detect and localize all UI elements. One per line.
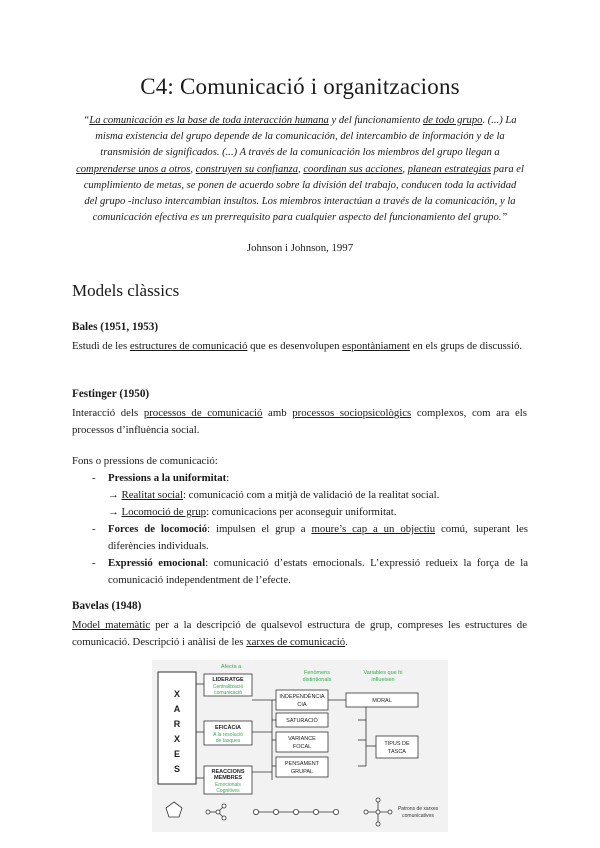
communication-networks-diagram	[152, 660, 448, 832]
bavelas-heading: Bavelas (1948)	[72, 600, 142, 612]
svg-text:TASCA: TASCA	[388, 749, 406, 755]
right-box-tipus-tasca	[376, 736, 418, 758]
svg-text:A la resolució: A la resolució	[213, 732, 243, 738]
svg-text:FOCAL: FOCAL	[292, 744, 312, 750]
mid-box-variance	[276, 732, 328, 752]
circle-network-icon	[166, 802, 182, 817]
xarxes-letter: A	[173, 704, 181, 714]
xarxes-letter: E	[173, 749, 181, 759]
svg-text:PENSAMENT: PENSAMENT	[284, 761, 320, 767]
svg-text:MEMBRES: MEMBRES	[213, 775, 243, 781]
xarxes-letter: X	[173, 734, 181, 744]
svg-text:EFICÀCIA: EFICÀCIA	[215, 725, 241, 731]
sub-list	[108, 487, 528, 521]
quote-close: ”	[501, 212, 508, 224]
svg-text:LIDERATGE: LIDERATGE	[212, 677, 244, 683]
right-box-moral	[346, 693, 418, 707]
quote-underline: La comunicación es la base de toda interacción humana	[89, 115, 329, 126]
xarxes-letter: S	[173, 764, 181, 774]
network-patterns	[166, 798, 392, 826]
svg-text:Emocionals: Emocionals	[215, 782, 241, 788]
quote-text: para el cumplimiento de metas, se ponen de acuerdo sobre la división del trabajo, conducen toda la actividad del grupo -incluso intercambian insultos. Los miembros interactúan a través de la comunicación, y la comunicación efectiva es un prerrequisito para cualquier aspecto del funcionamiento del grupo.	[83, 163, 524, 224]
svg-text:MORAL: MORAL	[372, 698, 392, 704]
quote-author: Johnson i Johnson, 1997	[246, 242, 354, 254]
quote-underline: coordinan sus acciones	[303, 163, 403, 175]
section-title: Models clàssics	[72, 281, 180, 300]
quote-text: ,	[190, 163, 196, 175]
quote-underline: de todo grupo	[422, 115, 483, 126]
svg-text:comunicació: comunicació	[214, 690, 242, 696]
list-item: - Expressió emocional: comunicació d’estats emocionals. L’expressió redueix la força de la comunicació independentment de l’efecte.	[92, 557, 528, 586]
festinger-heading: Festinger (1950)	[72, 388, 150, 400]
y-network-icon	[206, 810, 210, 814]
quote-text: . (...) La misma existencia del grupo depende de la comunicación, del intercambio de información y de la transmisión de significados. (...) A través de la comunicación los miembros del grupo llegan a	[95, 115, 517, 159]
list-item: → Realitat social: comunicació com a mitjà de validació de la realitat social.	[108, 489, 440, 501]
quote-text: ,	[298, 163, 304, 175]
svg-text:Cognitives: Cognitives	[216, 788, 240, 794]
quote-open: “	[83, 115, 90, 126]
bavelas-paragraph: Model matemàtic per a la descripció de qualsevol estructura de grup, compreses les estructures de comunicació. Descripció i anàlisi de les xarxes de comunicació.	[72, 619, 527, 648]
svg-text:de tasques: de tasques	[215, 738, 241, 744]
wheel-network-icon	[376, 810, 380, 814]
patterns-label: Patrons de xarxes	[397, 806, 439, 812]
svg-text:GRUPAL: GRUPAL	[290, 769, 314, 775]
svg-text:SATURACIÓ: SATURACIÓ	[286, 718, 318, 724]
bales-paragraph: Estudi de les estructures de comunicació que es desenvolupen espontàniament en els grups de discussió.	[72, 340, 523, 352]
header-afecta: Afecta a	[220, 664, 242, 670]
quote-underline: planean estrategias	[407, 163, 491, 175]
quote-text: y del funcionamiento	[328, 115, 423, 126]
header-variables: influeixen	[371, 677, 395, 683]
fons-intro: Fons o pressions de comunicació:	[72, 455, 218, 467]
festinger-paragraph: Interacció dels processos de comunicació amb processos sociopsicològics complexos, com ara els processos d’influència social.	[72, 407, 527, 436]
quote-block	[76, 113, 524, 226]
xarxes-letter: X	[173, 689, 181, 699]
quote-text: ,	[402, 163, 408, 175]
bales-heading: Bales (1951, 1953)	[72, 321, 159, 333]
header-fenomens: distintionals	[302, 677, 332, 683]
quote-underline: construyen su confianza	[195, 163, 299, 175]
list-item: → Locomoció de grup: comunicacions per aconseguir uniformitat.	[108, 506, 397, 518]
svg-text:TIPUS DE: TIPUS DE	[384, 741, 410, 747]
header-variables: Variables que hi	[363, 670, 403, 676]
left-box-eficacia	[204, 721, 252, 745]
mid-box-independencia	[276, 690, 328, 710]
patterns-label: comunicatives	[402, 813, 434, 819]
svg-text:CIA: CIA	[297, 702, 307, 708]
svg-text:REACCIONS: REACCIONS	[211, 769, 245, 775]
xarxes-letter: R	[173, 719, 181, 729]
list-item: - Forces de locomoció: impulsen el grup a moure’s cap a un objectiu comú, superant les diferències individuals.	[92, 523, 529, 552]
left-box-lideratge	[204, 674, 252, 696]
chain-network-icon	[253, 809, 258, 814]
mid-box-saturacio	[276, 713, 328, 727]
header-fenomens: Fenòmens	[304, 670, 330, 676]
quote-underline: comprenderse unos a otros	[76, 163, 191, 175]
svg-text:VARIANCE: VARIANCE	[288, 736, 316, 742]
page-title: C4: Comunicació i organitzacions	[140, 74, 460, 99]
list-item: - Pressions a la uniformitat: → Realitat social: comunicació com a mitjà de validació de la realitat social. → Locomoció de grup: comunicacions per aconseguir uniformitat.	[92, 470, 528, 521]
fons-list	[92, 470, 528, 589]
left-box-reaccions	[204, 766, 252, 794]
svg-text:Centralització: Centralització	[212, 684, 244, 690]
mid-box-pensament	[276, 757, 328, 777]
svg-text:INDEPENDÈNCIA: INDEPENDÈNCIA	[279, 694, 325, 700]
